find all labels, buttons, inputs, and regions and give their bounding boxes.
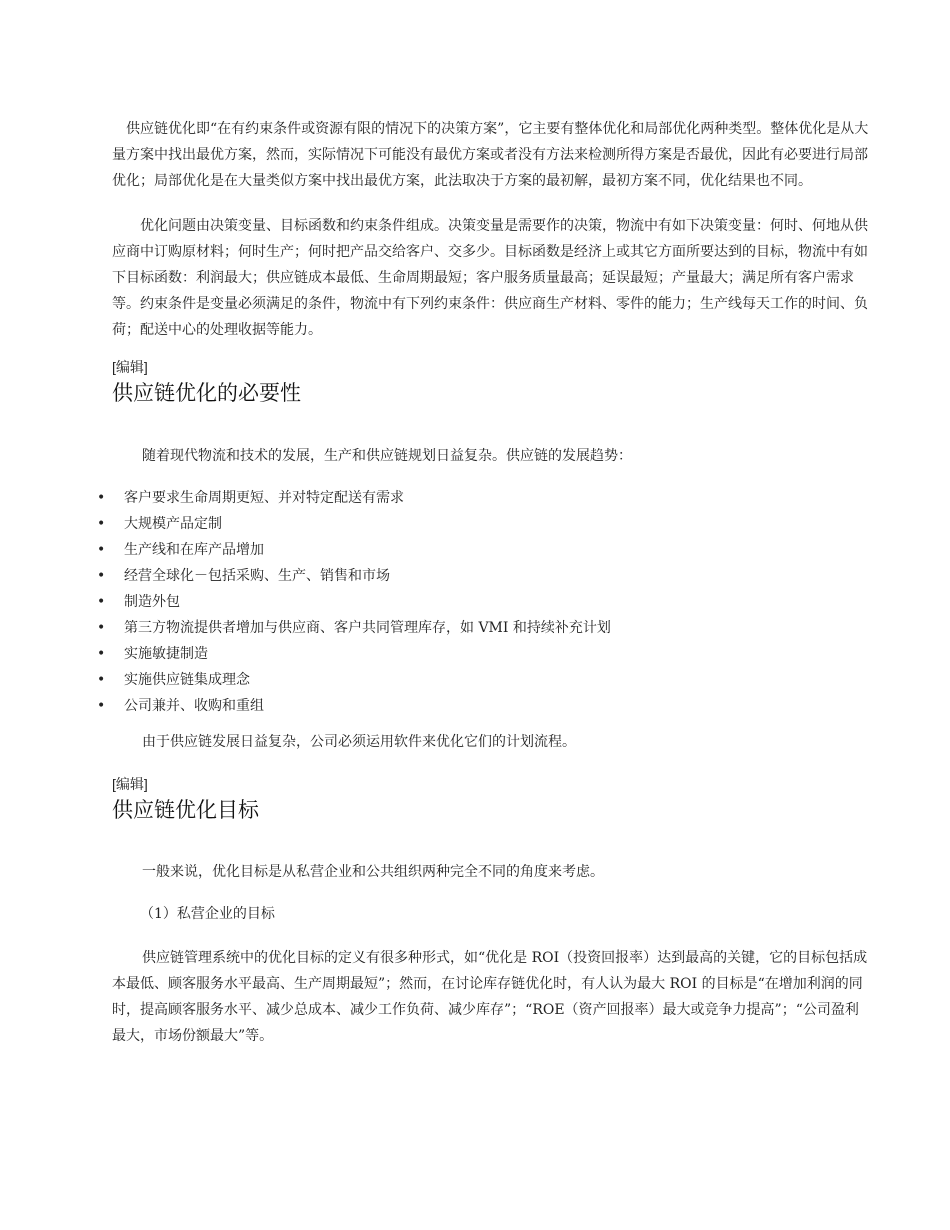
list-item-text: 制造外包 bbox=[124, 594, 180, 610]
list-item bbox=[97, 511, 872, 537]
list-item-text: 实施敏捷制造 bbox=[124, 646, 208, 662]
bullet-icon: • bbox=[97, 594, 106, 610]
edit-link-goals[interactable]: [编辑] bbox=[112, 776, 148, 792]
bullet-icon: • bbox=[97, 542, 106, 558]
private-enterprise-subheading: （1）私营企业的目标 bbox=[140, 906, 275, 922]
document-page bbox=[97, 116, 872, 1049]
necessity-section bbox=[97, 357, 872, 755]
list-item-text: 实施供应链集成理念 bbox=[124, 672, 250, 688]
trends-intro: 随着现代物流和技术的发展，生产和供应链规划日益复杂。供应链的发展趋势： bbox=[142, 448, 632, 464]
section-heading-goals: 供应链优化目标 bbox=[112, 798, 259, 822]
edit-link-necessity[interactable]: [编辑] bbox=[112, 359, 148, 375]
list-item bbox=[97, 537, 872, 563]
bullet-icon: • bbox=[97, 672, 106, 688]
list-item-text: 客户要求生命周期更短、并对特定配送有需求 bbox=[124, 490, 404, 506]
goals-intro: 一般来说，优化目标是从私营企业和公共组织两种完全不同的角度来考虑。 bbox=[142, 864, 604, 880]
intro-paragraph: 供应链优化即“在有约束条件或资源有限的情况下的决策方案”，它主要有整体优化和局部优化两种类型。整体优化是从大量方案中找出最优方案，然而，实际情况下可能没有最优方案或者没有方法来检测所得方案是否最优，因此有必要进行局部优化；局部优化是在大量类似方案中找出最优方案，此法取决于方案的最初解，最初方案不同，优化结果也不同。 bbox=[112, 121, 869, 189]
trends-closing: 由于供应链发展日益复杂，公司必须运用软件来优化它们的计划流程。 bbox=[142, 734, 576, 750]
list-item-text: 公司兼并、收购和重组 bbox=[124, 698, 264, 714]
bullet-icon: • bbox=[97, 516, 106, 532]
list-item bbox=[97, 615, 872, 641]
list-item-text: 大规模产品定制 bbox=[124, 516, 222, 532]
section-heading-necessity: 供应链优化的必要性 bbox=[112, 381, 301, 405]
list-item-text: 第三方物流提供者增加与供应商、客户共同管理库存，如 VMI 和持续补充计划 bbox=[124, 620, 611, 636]
list-item bbox=[97, 667, 872, 693]
list-item-text: 生产线和在库产品增加 bbox=[124, 542, 264, 558]
private-enterprise-paragraph: 供应链管理系统中的优化目标的定义有很多种形式，如“优化是 ROI（投资回报率）达到最高的关键，它的目标包括成本最低、顾客服务水平最高、生产周期最短”；然而，在讨论库存链优化时，有人认为最大 ROI 的目标是“在增加利润的同时，提高顾客服务水平、减少总成本、减少工作负荷、减少库存”；“ROE（资产回报率）最大或竞争力提高”；“公司盈利最大，市场份额最大”等。 bbox=[112, 950, 868, 1044]
list-item bbox=[97, 693, 872, 719]
bullet-icon: • bbox=[97, 646, 106, 662]
list-item bbox=[97, 641, 872, 667]
bullet-icon: • bbox=[97, 698, 106, 714]
list-item bbox=[97, 589, 872, 615]
bullet-icon: • bbox=[97, 490, 106, 506]
optimization-components-paragraph: 优化问题由决策变量、目标函数和约束条件组成。决策变量是需要作的决策，物流中有如下决策变量：何时、何地从供应商中订购原材料；何时生产；何时把产品交给客户、交多少。目标函数是经济上或其它方面所要达到的目标，物流中有如下目标函数：利润最大；供应链成本最低、生命周期最短；客户服务质量最高；延误最短；产量最大；满足所有客户需求等。约束条件是变量必须满足的条件，物流中有下列约束条件：供应商生产材料、零件的能力；生产线每天工作的时间、负荷；配送中心的处理收据等能力。 bbox=[112, 218, 868, 338]
list-item-text: 经营全球化－包括采购、生产、销售和市场 bbox=[124, 568, 390, 584]
bullet-icon: • bbox=[97, 620, 106, 636]
list-item bbox=[97, 563, 872, 589]
goals-section bbox=[112, 774, 872, 1049]
bullet-icon: • bbox=[97, 568, 106, 584]
trends-list bbox=[97, 485, 872, 719]
list-item bbox=[97, 485, 872, 511]
